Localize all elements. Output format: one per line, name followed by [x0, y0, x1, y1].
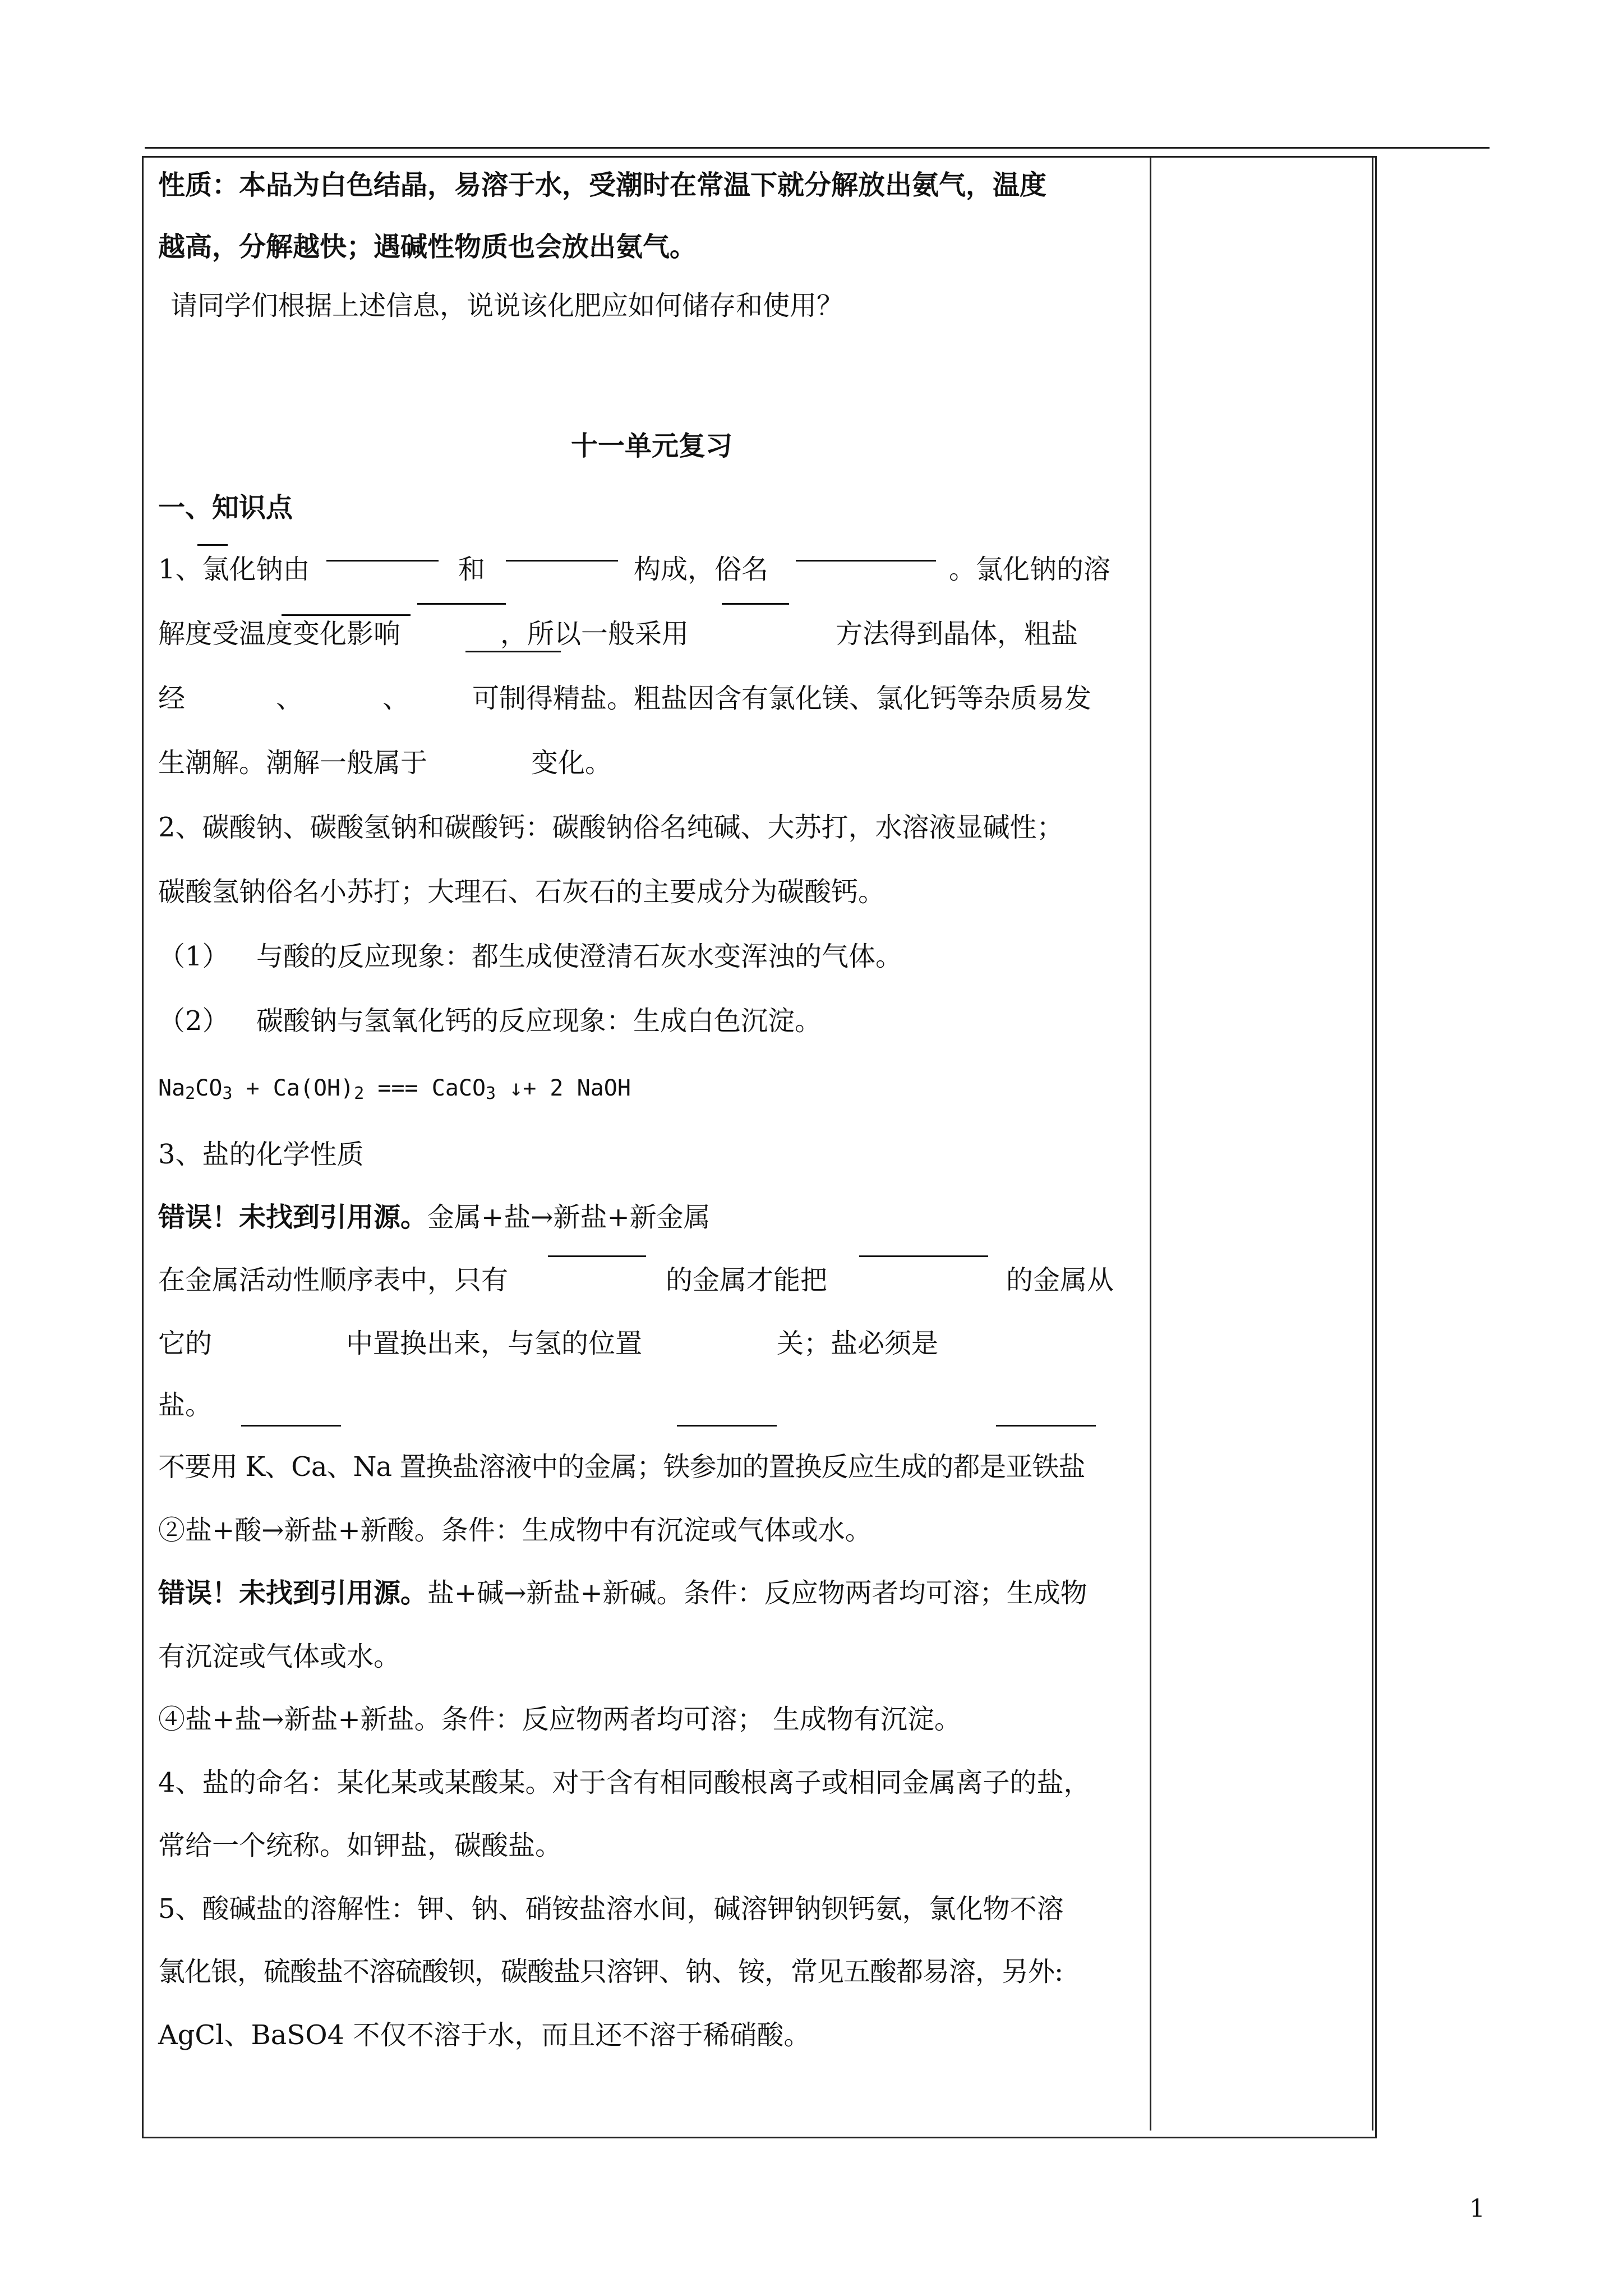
section-title: 十一单元复习 — [570, 430, 732, 462]
p3-note: 不要用 K、Ca、Na 置换盐溶液中的金属；铁参加的置换反应生成的都是亚铁盐 — [158, 1451, 1085, 1483]
blank-1d — [417, 603, 506, 605]
p3-m2: 的金属才能把 — [666, 1264, 828, 1296]
p5-line-2: 氯化银，硫酸盐不溶硫酸钡，碳酸盐只溶钾、钠、铵，常见五酸都易溶，另外: — [158, 1956, 1063, 1987]
blank-1e — [722, 603, 789, 605]
p1-b2: ，所以一般采用 — [500, 618, 689, 650]
p1-c2: 、 — [276, 683, 303, 714]
p3-rule-1: 错误！未找到引用源。金属+盐→新盐+新金属 — [158, 1202, 711, 1233]
p2-item2-text: 碳酸钠与氢氧化钙的反应现象：生成白色沉淀。 — [256, 1005, 822, 1037]
p1-a3: 构成，俗名 — [634, 554, 769, 585]
p1-a1: 1、氯化钠由 — [158, 554, 310, 585]
p3-rule-4: ④盐+盐→新盐+新盐。条件：反应物两者均可溶； 生成物有沉淀。 — [158, 1704, 961, 1735]
p3-m1: 在金属活动性顺序表中，只有 — [158, 1264, 509, 1296]
blank-1b — [506, 560, 618, 562]
p2-item1-text: 与酸的反应现象：都生成使澄清石灰水变浑浊的气体。 — [256, 941, 903, 972]
blank-1g — [465, 651, 561, 652]
blank-1a — [326, 560, 439, 562]
p3-n1: 它的 — [158, 1328, 213, 1359]
p3-m3: 的金属从 — [1006, 1264, 1114, 1296]
p3-rule-3a: 错误！未找到引用源。盐+碱→新盐+新碱。条件：反应物两者均可溶；生成物 — [158, 1577, 1087, 1609]
reaction-equation: $Na_2CO_3 + Ca(OH)_2$ === CaCO$_3$ ↓+ 2 NaOH — [158, 1075, 631, 1103]
column-divider-2 — [1372, 156, 1373, 2131]
properties-line-1: 性质：本品为白色结晶，易溶于水，受潮时在常温下就分解放出氨气，温度 — [158, 169, 1047, 201]
page-number: 1 — [1469, 2194, 1485, 2223]
question-line: 请同学们根据上述信息，说说该化肥应如何储存和使用？ — [170, 290, 844, 321]
p2-line-1: 2、碳酸钠、碳酸氢钠和碳酸钙：碳酸钠俗名纯碱、大苏打，水溶液显碱性； — [158, 812, 1064, 843]
p4-line-2: 常给一个统称。如钾盐，碳酸盐。 — [158, 1830, 562, 1861]
heading-knowledge-points: 一、知识点 — [158, 492, 293, 523]
p2-item2-num: （2） — [158, 1005, 229, 1037]
blank-3e — [996, 1425, 1096, 1427]
p1-d2: 变化。 — [531, 747, 612, 779]
header-rule — [145, 147, 1490, 149]
column-divider-1 — [1150, 156, 1151, 2131]
p3-n2: 中置换出来，与氢的位置 — [346, 1328, 643, 1359]
p1-a2: 和 — [458, 554, 486, 585]
blank-1c — [796, 560, 936, 562]
p5-line-3: AgCl、BaSO4 不仅不溶于水，而且还不溶于稀硝酸。 — [158, 2019, 811, 2051]
blank-3a — [548, 1255, 646, 1257]
p1-a4: 。氯化钠的溶 — [949, 554, 1111, 585]
blank-3c — [241, 1425, 341, 1427]
p1-c1: 经 — [158, 683, 186, 714]
blank-3b — [859, 1255, 988, 1257]
p2-line-2: 碳酸氢钠俗名小苏打；大理石、石灰石的主要成分为碳酸钙。 — [158, 876, 886, 908]
blank-3d — [677, 1425, 777, 1427]
p3-o1: 盐。 — [158, 1389, 213, 1421]
p1-b3: 方法得到晶体，粗盐 — [836, 618, 1078, 650]
p1-d1: 生潮解。潮解一般属于 — [158, 747, 428, 779]
p2-item1-num: （1） — [158, 941, 229, 972]
p3-rule-3b: 有沉淀或气体或水。 — [158, 1641, 401, 1672]
properties-line-2: 越高，分解越快；遇碱性物质也会放出氨气。 — [158, 231, 697, 263]
p4-line-1: 4、盐的命名：某化某或某酸某。对于含有相同酸根离子或相同金属离子的盐， — [158, 1767, 1091, 1798]
p3-n3: 关；盐必须是 — [777, 1328, 939, 1359]
p1-c3: 、 — [382, 683, 410, 714]
p1-c4: 可制得精盐。粗盐因含有氯化镁、氯化钙等杂质易发 — [472, 683, 1092, 714]
p1-b1: 解度受温度变化影响 — [158, 618, 401, 650]
p3-title: 3、盐的化学性质 — [158, 1139, 364, 1170]
heading-underline — [197, 544, 228, 546]
p5-line-1: 5、酸碱盐的溶解性：钾、钠、硝铵盐溶水间，碱溶钾钠钡钙氨，氯化物不溶 — [158, 1893, 1064, 1925]
blank-1f — [282, 614, 411, 616]
p3-rule-2: ②盐+酸→新盐+新酸。条件：生成物中有沉淀或气体或水。 — [158, 1515, 872, 1546]
